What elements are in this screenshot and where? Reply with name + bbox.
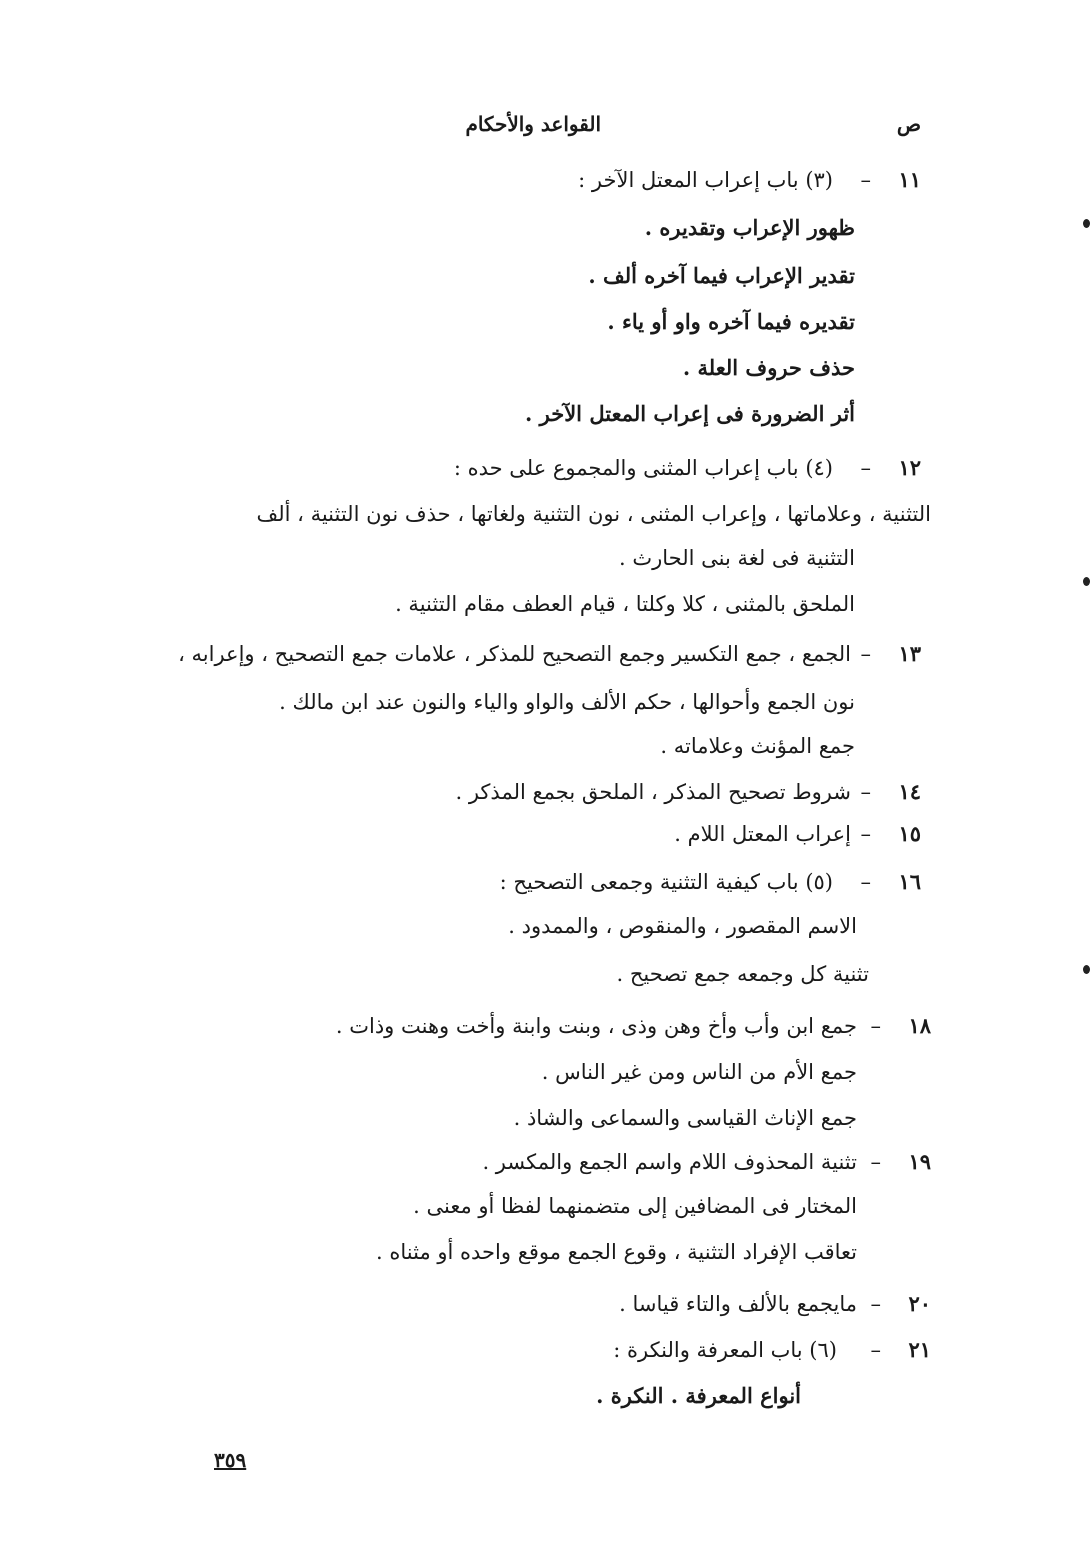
- entry-dash: –: [860, 780, 871, 804]
- entry-text: (٦) باب المعرفة والنكرة :: [613, 1338, 837, 1362]
- subline: الملحق بالمثنى ، كلا وكلتا ، قيام العطف مقام التثنية .: [395, 592, 855, 616]
- page-number: ٣٥٩: [214, 1448, 247, 1472]
- subline: التثنية فى لغة بنى الحارث .: [618, 546, 855, 570]
- entry-text: جمع ابن وأب وأخ وهن وذى ، وبنت وابنة وأخت وهنت وذات .: [335, 1014, 857, 1038]
- subline: جمع المؤنث وعلاماته .: [660, 734, 855, 758]
- entry-number: ٢٠: [908, 1291, 931, 1316]
- entry-text: تثنية المحذوف اللام واسم الجمع والمكسر .: [482, 1150, 857, 1174]
- entry-dash: –: [860, 642, 871, 666]
- subline: جمع الإناث القياسى والسماعى والشاذ .: [513, 1106, 857, 1130]
- subline: تعاقب الإفراد التثنية ، وقوع الجمع موقع واحده أو مثناه .: [376, 1240, 857, 1264]
- entry-number: ١٢: [898, 455, 921, 480]
- header-title: القواعد والأحكام: [465, 112, 601, 136]
- entry-text: (٤) باب إعراب المثنى والمجموع على حده :: [453, 456, 833, 480]
- entry-dash: –: [870, 1014, 881, 1038]
- entry-dash: –: [860, 168, 871, 192]
- entry-dash: –: [870, 1150, 881, 1174]
- scan-mark: [1083, 965, 1090, 974]
- subline: تقدير الإعراب فيما آخره ألف .: [588, 263, 855, 288]
- subline: تثنية كل وجمعه جمع تصحيح .: [616, 962, 869, 986]
- subline: نون الجمع وأحوالها ، حكم الألف والواو والياء والنون عند ابن مالك .: [279, 690, 855, 714]
- subline: الاسم المقصور ، والمنقوص ، والممدود .: [508, 914, 857, 938]
- entry-dash: –: [860, 870, 871, 894]
- entry-number: ١٦: [898, 869, 921, 894]
- entry-dash: –: [870, 1292, 881, 1316]
- subline: حذف حروف العلة .: [682, 355, 855, 380]
- entry-number: ١٥: [898, 821, 921, 846]
- entry-text: إعراب المعتل اللام .: [674, 822, 851, 846]
- entry-number: ١٩: [908, 1149, 931, 1174]
- entry-number: ٢١: [908, 1337, 931, 1362]
- subline: تقديره فيما آخره واو أو ياء .: [607, 309, 855, 334]
- scan-mark: [1083, 577, 1090, 586]
- entry-text: (٥) باب كيفية التثنية وجمعى التصحيح :: [499, 870, 833, 894]
- entry-number: ١٣: [898, 641, 921, 666]
- subline: أثر الضرورة فى إعراب المعتل الآخر .: [525, 401, 855, 426]
- header-page-column: ص: [896, 112, 921, 136]
- entry-number: ١١: [898, 167, 921, 192]
- subline: ظهور الإعراب وتقديره .: [644, 215, 855, 240]
- subline: التثنية ، وعلاماتها ، وإعراب المثنى ، نون التثنية ولغاتها ، حذف نون التثنية ، ألف: [256, 502, 931, 526]
- entry-number: ١٨: [908, 1013, 931, 1038]
- entry-text: مايجمع بالألف والتاء قياسا .: [619, 1292, 857, 1316]
- entry-number: ١٤: [898, 779, 921, 804]
- subline: أنواع المعرفة . النكرة .: [596, 1383, 801, 1408]
- entry-dash: –: [860, 822, 871, 846]
- subline: المختار فى المضافين إلى متضمنهما لفظا أو معنى .: [413, 1194, 857, 1218]
- entry-dash: –: [870, 1338, 881, 1362]
- subline: جمع الأم من الناس ومن غير الناس .: [541, 1060, 857, 1084]
- scan-mark: [1083, 219, 1090, 228]
- entry-text: شروط تصحيح المذكر ، الملحق بجمع المذكر .: [455, 780, 851, 804]
- entry-text: (٣) باب إعراب المعتل الآخر :: [578, 168, 833, 192]
- entry-dash: –: [860, 456, 871, 480]
- entry-text: الجمع ، جمع التكسير وجمع التصحيح للمذكر ، علامات جمع التصحيح ، وإعرابه ،: [178, 642, 851, 666]
